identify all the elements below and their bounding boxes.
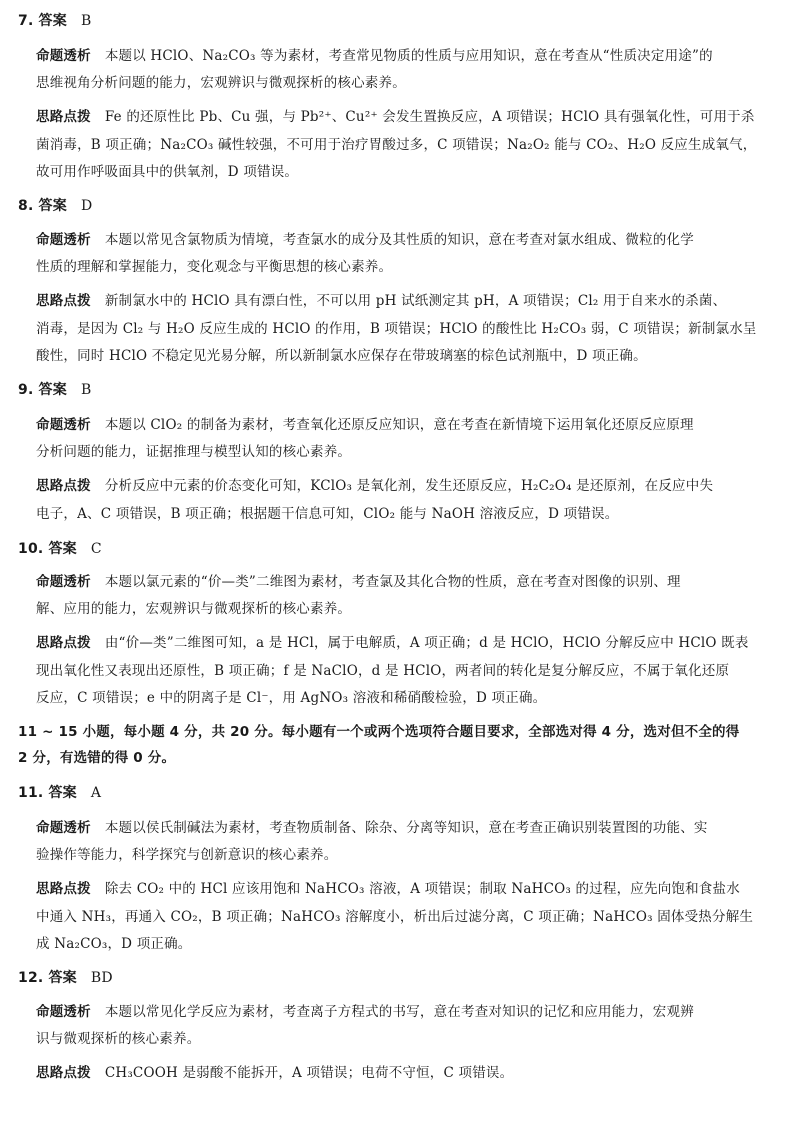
analysis-line [36,1064,513,1082]
analysis-text: 本题以侯氏制碱法为素材，考查物质制备、除杂、分离等知识，意在考查正确识别装置图的功能、实 [104,820,708,836]
analysis-line [36,231,694,249]
continuation-text: 分析问题的能力，证据推理与模型认知的核心素养。 [36,444,352,460]
analysis-text: 由“价—类”二维图可知，a 是 HCl，属于电解质，A 项正确；d 是 HClO，HClO 分解反应中 HClO 既表 [104,635,749,651]
question-number: 7. 答案 [18,13,67,29]
analysis-line [36,880,740,898]
analysis-line [36,819,708,837]
analysis-text: 本题以常见含氯物质为情境，考查氯水的成分及其性质的知识，意在考查对氯水组成、微粒的化学 [104,232,694,248]
section-label: 命题透析 [36,48,91,64]
continuation-text: 验操作等能力，科学探究与创新意识的核心素养。 [36,847,338,863]
analysis-line [36,477,713,495]
continuation-text: 思维视角分析问题的能力，宏观辨识与微观探析的核心素养。 [36,75,406,91]
question-number: 11. 答案 [18,785,77,801]
analysis-text: 本题以 HClO、Na₂CO₃ 等为素材，考查常见物质的性质与应用知识，意在考查从“性质决定用途”的 [104,48,713,64]
continuation-text: 故可用作呼吸面具中的供氧剂，D 项错误。 [36,164,299,180]
section-label: 命题透析 [36,820,91,836]
section-label: 命题透析 [36,232,91,248]
question-answer-line [18,381,91,399]
answer-choice: B [80,382,92,398]
answer-choice: B [80,13,92,29]
continuation-text: 反应，C 项错误；e 中的阴离子是 Cl⁻，用 AgNO₃ 溶液和稀硝酸检验，D 项正确。 [36,690,547,706]
analysis-text: 本题以常见化学反应为素材，考查离子方程式的书写，意在考查对知识的记忆和应用能力，宏观辨 [104,1004,694,1020]
section-instruction: 11 ~ 15 小题，每小题 4 分，共 20 分。每小题有一个或两个选项符合题目要求，全部选对得 4 分，选对但不全的得 [18,724,740,740]
analysis-line [36,292,726,310]
continuation-text: 现出氧化性又表现出还原性，B 项正确；f 是 NaClO，d 是 HClO，两者间的转化是复分解反应，不属于氧化还原 [36,663,730,679]
section-label: 思路点拨 [36,881,91,897]
analysis-text: 本题以氯元素的“价—类”二维图为素材，考查氯及其化合物的性质，意在考查对图像的识别、理 [104,574,681,590]
section-label: 思路点拨 [36,1065,91,1081]
continuation-text: 中通入 NH₃，再通入 CO₂，B 项正确；NaHCO₃ 溶解度小，析出后过滤分离，C 项正确；NaHCO₃ 固体受热分解生 [36,909,754,925]
answer-choice: BD [90,970,113,986]
section-instruction: 2 分，有选错的得 0 分。 [18,750,176,766]
continuation-text: 成 Na₂CO₃，D 项正确。 [36,936,192,952]
question-answer-line [18,969,113,987]
continuation-text: 电子，A、C 项错误，B 项正确；根据题干信息可知，ClO₂ 能与 NaOH 溶液反应，D 项错误。 [36,506,619,522]
analysis-text: 分析反应中元素的价态变化可知，KClO₃ 是氧化剂，发生还原反应，H₂C₂O₄ 是还原剂，在反应中失 [104,478,714,494]
analysis-line [36,47,713,65]
question-number: 8. 答案 [18,198,67,214]
analysis-line [36,108,755,126]
answer-choice: C [90,541,102,557]
question-number: 10. 答案 [18,541,77,557]
continuation-text: 消毒，是因为 Cl₂ 与 H₂O 反应生成的 HClO 的作用，B 项错误；HClO 的酸性比 H₂CO₃ 弱，C 项错误；新制氯水呈 [36,321,757,337]
analysis-line [36,573,681,591]
section-label: 命题透析 [36,574,91,590]
question-answer-line [18,197,92,215]
continuation-text: 菌消毒，B 项正确；Na₂CO₃ 碱性较强，不可用于治疗胃酸过多，C 项错误；Na₂O₂ 能与 CO₂、H₂O 反应生成氧气， [36,137,757,153]
section-label: 命题透析 [36,1004,91,1020]
section-label: 思路点拨 [36,293,91,309]
analysis-text: 除去 CO₂ 中的 HCl 应该用饱和 NaHCO₃ 溶液，A 项错误；制取 NaHCO₃ 的过程，应先向饱和食盐水 [104,881,740,897]
question-answer-line [18,540,102,558]
section-label: 思路点拨 [36,478,91,494]
section-label: 命题透析 [36,417,91,433]
section-label: 思路点拨 [36,635,91,651]
continuation-text: 酸性，同时 HClO 不稳定见光易分解，所以新制氯水应保存在带玻璃塞的棕色试剂瓶中，D 项正确。 [36,348,647,364]
question-answer-line [18,784,101,802]
question-answer-line [18,12,91,30]
analysis-line [36,1003,694,1021]
question-number: 9. 答案 [18,382,67,398]
analysis-line [36,416,694,434]
answer-choice: A [90,785,102,801]
analysis-text: 本题以 ClO₂ 的制备为素材，考查氧化还原反应知识，意在考查在新情境下运用氧化还原反应原理 [104,417,694,433]
continuation-text: 识与微观探析的核心素养。 [36,1031,201,1047]
analysis-text: Fe 的还原性比 Pb、Cu 强，与 Pb²⁺、Cu²⁺ 会发生置换反应，A 项错误；HClO 具有强氧化性，可用于杀 [104,109,755,125]
analysis-text: CH₃COOH 是弱酸不能拆开，A 项错误；电荷不守恒，C 项错误。 [104,1065,514,1081]
continuation-text: 解、应用的能力，宏观辨识与微观探析的核心素养。 [36,601,352,617]
answer-choice: D [80,198,93,214]
analysis-line [36,634,749,652]
question-number: 12. 答案 [18,970,77,986]
analysis-text: 新制氯水中的 HClO 具有漂白性，不可以用 pH 试纸测定其 pH，A 项错误；Cl₂ 用于自来水的杀菌、 [104,293,727,309]
section-label: 思路点拨 [36,109,91,125]
continuation-text: 性质的理解和掌握能力，变化观念与平衡思想的核心素养。 [36,259,393,275]
